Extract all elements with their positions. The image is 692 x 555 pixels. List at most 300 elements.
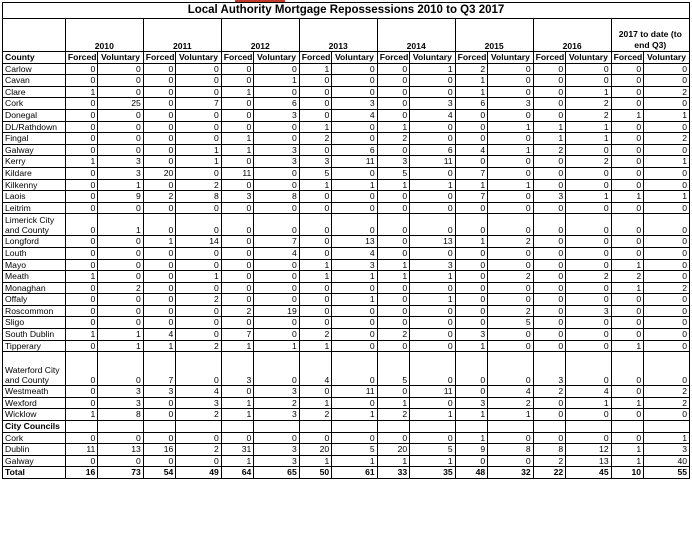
value-cell: 31 — [221, 444, 253, 456]
table-row — [3, 409, 690, 421]
value-cell: 3 — [254, 455, 299, 467]
value-cell: 0 — [533, 179, 565, 191]
value-cell: 1 — [65, 329, 97, 341]
value-cell: 0 — [65, 432, 97, 444]
value-cell: 0 — [488, 156, 533, 168]
value-cell: 1 — [254, 340, 299, 352]
value-cell: 0 — [176, 329, 221, 341]
value-cell: 0 — [455, 352, 487, 386]
value-cell: 2 — [644, 86, 690, 98]
value-cell: 20 — [143, 167, 175, 179]
value-cell: 0 — [176, 133, 221, 145]
value-cell: 0 — [254, 282, 299, 294]
value-cell: 1 — [566, 86, 611, 98]
value-cell: 0 — [533, 214, 565, 236]
value-cell: 1 — [566, 121, 611, 133]
voluntary-header: Voluntary — [644, 52, 690, 64]
table-row — [3, 75, 690, 87]
value-cell: 0 — [611, 386, 643, 398]
value-cell: 3 — [410, 98, 455, 110]
county-cell: Donegal — [3, 109, 66, 121]
year-header: 2011 — [143, 19, 221, 52]
value-cell: 3 — [221, 191, 253, 203]
value-cell: 0 — [377, 86, 409, 98]
value-cell: 0 — [566, 329, 611, 341]
value-cell: 0 — [533, 271, 565, 283]
value-cell: 1 — [611, 444, 643, 456]
value-cell: 0 — [98, 144, 143, 156]
county-cell: Kildare — [3, 167, 66, 179]
value-cell: 0 — [65, 75, 97, 87]
voluntary-header: Voluntary — [98, 52, 143, 64]
value-cell: 0 — [176, 455, 221, 467]
value-cell: 0 — [299, 109, 331, 121]
value-cell: 0 — [377, 236, 409, 248]
value-cell: 0 — [98, 133, 143, 145]
value-cell: 2 — [254, 397, 299, 409]
value-cell: 2 — [455, 63, 487, 75]
empty-cell — [455, 421, 487, 433]
value-cell: 0 — [644, 294, 690, 306]
table-row — [3, 432, 690, 444]
value-cell: 0 — [644, 63, 690, 75]
value-cell: 1 — [221, 340, 253, 352]
value-cell: 5 — [377, 167, 409, 179]
value-cell: 3 — [533, 352, 565, 386]
value-cell: 2 — [488, 271, 533, 283]
value-cell: 45 — [566, 467, 611, 479]
value-cell: 1 — [455, 236, 487, 248]
value-cell: 1 — [566, 397, 611, 409]
value-cell: 0 — [533, 397, 565, 409]
value-cell: 0 — [533, 109, 565, 121]
value-cell: 0 — [65, 98, 97, 110]
value-cell: 0 — [611, 294, 643, 306]
value-cell: 4 — [566, 386, 611, 398]
value-cell: 7 — [143, 352, 175, 386]
section-row — [3, 421, 690, 433]
value-cell: 0 — [299, 75, 331, 87]
value-cell: 0 — [221, 271, 253, 283]
value-cell: 10 — [611, 467, 643, 479]
value-cell: 0 — [65, 317, 97, 329]
value-cell: 0 — [455, 214, 487, 236]
value-cell: 4 — [488, 386, 533, 398]
value-cell: 0 — [176, 86, 221, 98]
table-row — [3, 397, 690, 409]
value-cell: 25 — [98, 98, 143, 110]
value-cell: 1 — [566, 133, 611, 145]
forced-header: Forced — [143, 52, 175, 64]
value-cell: 4 — [455, 144, 487, 156]
empty-cell — [98, 421, 143, 433]
value-cell: 0 — [611, 236, 643, 248]
county-cell: Fingal — [3, 133, 66, 145]
county-cell: Kilkenny — [3, 179, 66, 191]
value-cell: 0 — [65, 397, 97, 409]
value-cell: 0 — [566, 75, 611, 87]
value-cell: 0 — [332, 86, 377, 98]
value-cell: 64 — [221, 467, 253, 479]
value-cell: 0 — [488, 133, 533, 145]
value-cell: 2 — [176, 340, 221, 352]
county-cell: Sligo — [3, 317, 66, 329]
value-cell: 1 — [299, 397, 331, 409]
value-cell: 0 — [143, 86, 175, 98]
value-cell: 1 — [611, 455, 643, 467]
table-row — [3, 98, 690, 110]
value-cell: 1 — [332, 294, 377, 306]
value-cell: 0 — [65, 144, 97, 156]
value-cell: 0 — [332, 191, 377, 203]
value-cell: 0 — [98, 121, 143, 133]
value-cell: 5 — [488, 317, 533, 329]
value-cell: 0 — [176, 352, 221, 386]
value-cell: 3 — [254, 444, 299, 456]
value-cell: 0 — [377, 202, 409, 214]
value-cell: 1 — [299, 271, 331, 283]
value-cell: 0 — [143, 397, 175, 409]
value-cell: 0 — [533, 282, 565, 294]
year-header: 2017 to date (to end Q3) — [611, 19, 689, 52]
value-cell: 6 — [455, 98, 487, 110]
voluntary-header: Voluntary — [566, 52, 611, 64]
value-cell: 0 — [65, 386, 97, 398]
value-cell: 20 — [299, 444, 331, 456]
value-cell: 0 — [533, 317, 565, 329]
value-cell: 2 — [611, 271, 643, 283]
value-cell: 0 — [488, 352, 533, 386]
value-cell: 0 — [410, 432, 455, 444]
blank-corner — [3, 19, 66, 52]
county-cell: Carlow — [3, 63, 66, 75]
value-cell: 16 — [143, 444, 175, 456]
forced-header: Forced — [533, 52, 565, 64]
value-cell: 3 — [410, 259, 455, 271]
value-cell: 0 — [410, 86, 455, 98]
value-cell: 0 — [644, 214, 690, 236]
value-cell: 20 — [377, 444, 409, 456]
value-cell: 11 — [332, 386, 377, 398]
value-cell: 3 — [254, 386, 299, 398]
value-cell: 3 — [254, 409, 299, 421]
voluntary-header: Voluntary — [488, 52, 533, 64]
value-cell: 3 — [98, 397, 143, 409]
value-cell: 1 — [65, 271, 97, 283]
value-cell: 0 — [377, 317, 409, 329]
value-cell: 0 — [410, 317, 455, 329]
value-cell: 0 — [143, 409, 175, 421]
value-cell: 2 — [176, 444, 221, 456]
table-row — [3, 86, 690, 98]
value-cell: 11 — [410, 386, 455, 398]
forced-header: Forced — [455, 52, 487, 64]
value-cell: 0 — [533, 340, 565, 352]
value-cell: 0 — [377, 386, 409, 398]
value-cell: 1 — [611, 191, 643, 203]
table-row — [3, 455, 690, 467]
voluntary-header: Voluntary — [332, 52, 377, 64]
value-cell: 0 — [410, 75, 455, 87]
value-cell: 1 — [176, 156, 221, 168]
value-cell: 2 — [566, 98, 611, 110]
value-cell: 1 — [410, 271, 455, 283]
empty-cell — [410, 421, 455, 433]
value-cell: 3 — [644, 444, 690, 456]
value-cell: 0 — [377, 282, 409, 294]
value-cell: 2 — [566, 109, 611, 121]
value-cell: 1 — [299, 455, 331, 467]
value-cell: 0 — [566, 63, 611, 75]
value-cell: 0 — [533, 167, 565, 179]
value-cell: 0 — [332, 282, 377, 294]
table-row — [3, 191, 690, 203]
value-cell: 0 — [377, 247, 409, 259]
value-cell: 0 — [98, 317, 143, 329]
value-cell: 0 — [176, 432, 221, 444]
table-row — [3, 271, 690, 283]
value-cell: 1 — [455, 340, 487, 352]
empty-cell — [176, 421, 221, 433]
forced-header: Forced — [299, 52, 331, 64]
value-cell: 0 — [455, 386, 487, 398]
value-cell: 1 — [377, 397, 409, 409]
value-cell: 1 — [65, 86, 97, 98]
value-cell: 0 — [611, 352, 643, 386]
value-cell: 48 — [455, 467, 487, 479]
value-cell: 4 — [254, 247, 299, 259]
value-cell: 1 — [377, 455, 409, 467]
county-cell: Laois — [3, 191, 66, 203]
value-cell: 1 — [176, 144, 221, 156]
table-row — [3, 167, 690, 179]
value-cell: 0 — [644, 305, 690, 317]
value-cell: 0 — [221, 109, 253, 121]
value-cell: 0 — [377, 191, 409, 203]
value-cell: 0 — [611, 63, 643, 75]
value-cell: 0 — [65, 236, 97, 248]
value-cell: 1 — [299, 121, 331, 133]
value-cell: 1 — [299, 63, 331, 75]
value-cell: 3 — [254, 156, 299, 168]
value-cell: 0 — [410, 352, 455, 386]
value-cell: 8 — [533, 444, 565, 456]
value-cell: 1 — [299, 259, 331, 271]
value-cell: 0 — [254, 133, 299, 145]
value-cell: 0 — [299, 191, 331, 203]
value-cell: 0 — [332, 133, 377, 145]
value-cell: 0 — [143, 63, 175, 75]
value-cell: 2 — [644, 282, 690, 294]
value-cell: 1 — [455, 179, 487, 191]
value-cell: 8 — [176, 191, 221, 203]
value-cell: 0 — [644, 352, 690, 386]
value-cell: 0 — [377, 98, 409, 110]
value-cell: 3 — [332, 98, 377, 110]
value-cell: 5 — [410, 444, 455, 456]
value-cell: 0 — [455, 133, 487, 145]
table-row — [3, 340, 690, 352]
value-cell: 0 — [65, 179, 97, 191]
value-cell: 0 — [65, 352, 97, 386]
value-cell: 0 — [488, 63, 533, 75]
value-cell: 1 — [299, 179, 331, 191]
value-cell: 0 — [644, 317, 690, 329]
table-row — [3, 247, 690, 259]
value-cell: 0 — [143, 294, 175, 306]
value-cell: 11 — [221, 167, 253, 179]
value-cell: 0 — [143, 247, 175, 259]
empty-cell — [143, 421, 175, 433]
section-label: City Councils — [3, 421, 66, 433]
value-cell: 7 — [455, 167, 487, 179]
value-cell: 0 — [299, 247, 331, 259]
value-cell: 0 — [611, 329, 643, 341]
value-cell: 0 — [488, 282, 533, 294]
value-cell: 0 — [299, 432, 331, 444]
table-row — [3, 121, 690, 133]
county-cell: Wexford — [3, 397, 66, 409]
value-cell: 1 — [611, 109, 643, 121]
value-cell: 0 — [611, 214, 643, 236]
value-cell: 0 — [254, 63, 299, 75]
value-cell: 3 — [566, 305, 611, 317]
table-row — [3, 63, 690, 75]
value-cell: 0 — [332, 121, 377, 133]
county-cell: Cork — [3, 98, 66, 110]
value-cell: 0 — [98, 109, 143, 121]
value-cell: 0 — [455, 202, 487, 214]
value-cell: 0 — [410, 340, 455, 352]
empty-cell — [377, 421, 409, 433]
value-cell: 0 — [176, 214, 221, 236]
value-cell: 1 — [410, 294, 455, 306]
table-row — [3, 294, 690, 306]
value-cell: 2 — [377, 329, 409, 341]
value-cell: 5 — [299, 167, 331, 179]
value-cell: 0 — [176, 202, 221, 214]
value-cell: 0 — [455, 282, 487, 294]
county-cell: DL/Rathdown — [3, 121, 66, 133]
value-cell: 1 — [299, 340, 331, 352]
value-cell: 1 — [410, 179, 455, 191]
forced-header: Forced — [65, 52, 97, 64]
value-cell: 0 — [644, 98, 690, 110]
value-cell: 0 — [488, 455, 533, 467]
value-cell: 0 — [221, 259, 253, 271]
value-cell: 0 — [299, 317, 331, 329]
value-cell: 0 — [611, 247, 643, 259]
county-cell: Clare — [3, 86, 66, 98]
empty-cell — [611, 421, 643, 433]
value-cell: 0 — [176, 109, 221, 121]
table-row — [3, 317, 690, 329]
value-cell: 0 — [611, 179, 643, 191]
value-cell: 8 — [488, 444, 533, 456]
county-cell: Longford — [3, 236, 66, 248]
value-cell: 0 — [143, 282, 175, 294]
value-cell: 5 — [332, 444, 377, 456]
value-cell: 0 — [488, 259, 533, 271]
value-cell: 0 — [644, 121, 690, 133]
value-cell: 1 — [332, 455, 377, 467]
value-cell: 0 — [332, 352, 377, 386]
value-cell: 3 — [455, 329, 487, 341]
value-cell: 0 — [488, 294, 533, 306]
county-cell: Leitrim — [3, 202, 66, 214]
value-cell: 1 — [488, 144, 533, 156]
repossessions-table — [2, 2, 690, 479]
value-cell: 1 — [533, 133, 565, 145]
value-cell: 0 — [377, 294, 409, 306]
value-cell: 3 — [533, 191, 565, 203]
value-cell: 0 — [377, 63, 409, 75]
county-cell: Monaghan — [3, 282, 66, 294]
value-cell: 0 — [566, 167, 611, 179]
value-cell: 0 — [98, 75, 143, 87]
value-cell: 0 — [566, 282, 611, 294]
value-cell: 0 — [410, 133, 455, 145]
value-cell: 1 — [143, 340, 175, 352]
value-cell: 1 — [98, 340, 143, 352]
value-cell: 0 — [143, 305, 175, 317]
value-cell: 0 — [332, 63, 377, 75]
value-cell: 0 — [98, 247, 143, 259]
value-cell: 0 — [98, 294, 143, 306]
value-cell: 1 — [611, 259, 643, 271]
value-cell: 0 — [455, 109, 487, 121]
value-cell: 0 — [143, 156, 175, 168]
value-cell: 3 — [221, 352, 253, 386]
value-cell: 0 — [65, 202, 97, 214]
value-cell: 0 — [488, 247, 533, 259]
value-cell: 0 — [98, 63, 143, 75]
value-cell: 1 — [611, 397, 643, 409]
value-cell: 2 — [299, 133, 331, 145]
value-cell: 0 — [98, 455, 143, 467]
value-cell: 9 — [98, 191, 143, 203]
value-cell: 0 — [455, 121, 487, 133]
value-cell: 0 — [332, 432, 377, 444]
year-header: 2016 — [533, 19, 611, 52]
value-cell: 2 — [533, 386, 565, 398]
value-cell: 0 — [566, 317, 611, 329]
value-cell: 0 — [221, 156, 253, 168]
value-cell: 1 — [644, 156, 690, 168]
value-cell: 2 — [566, 156, 611, 168]
value-cell: 0 — [488, 75, 533, 87]
value-cell: 1 — [455, 432, 487, 444]
value-cell: 6 — [410, 144, 455, 156]
value-cell: 13 — [332, 236, 377, 248]
value-cell: 0 — [299, 236, 331, 248]
value-cell: 0 — [143, 98, 175, 110]
value-cell: 0 — [65, 63, 97, 75]
table-title: Local Authority Mortgage Repossessions 2010 to Q3 2017 — [3, 3, 690, 19]
value-cell: 0 — [254, 202, 299, 214]
value-cell: 0 — [65, 214, 97, 236]
value-cell: 0 — [143, 214, 175, 236]
value-cell: 0 — [644, 202, 690, 214]
value-cell: 49 — [176, 467, 221, 479]
value-cell: 0 — [98, 86, 143, 98]
value-cell: 0 — [410, 191, 455, 203]
value-cell: 3 — [254, 144, 299, 156]
value-cell: 0 — [410, 247, 455, 259]
value-cell: 0 — [176, 63, 221, 75]
value-cell: 2 — [299, 409, 331, 421]
value-cell: 0 — [566, 340, 611, 352]
